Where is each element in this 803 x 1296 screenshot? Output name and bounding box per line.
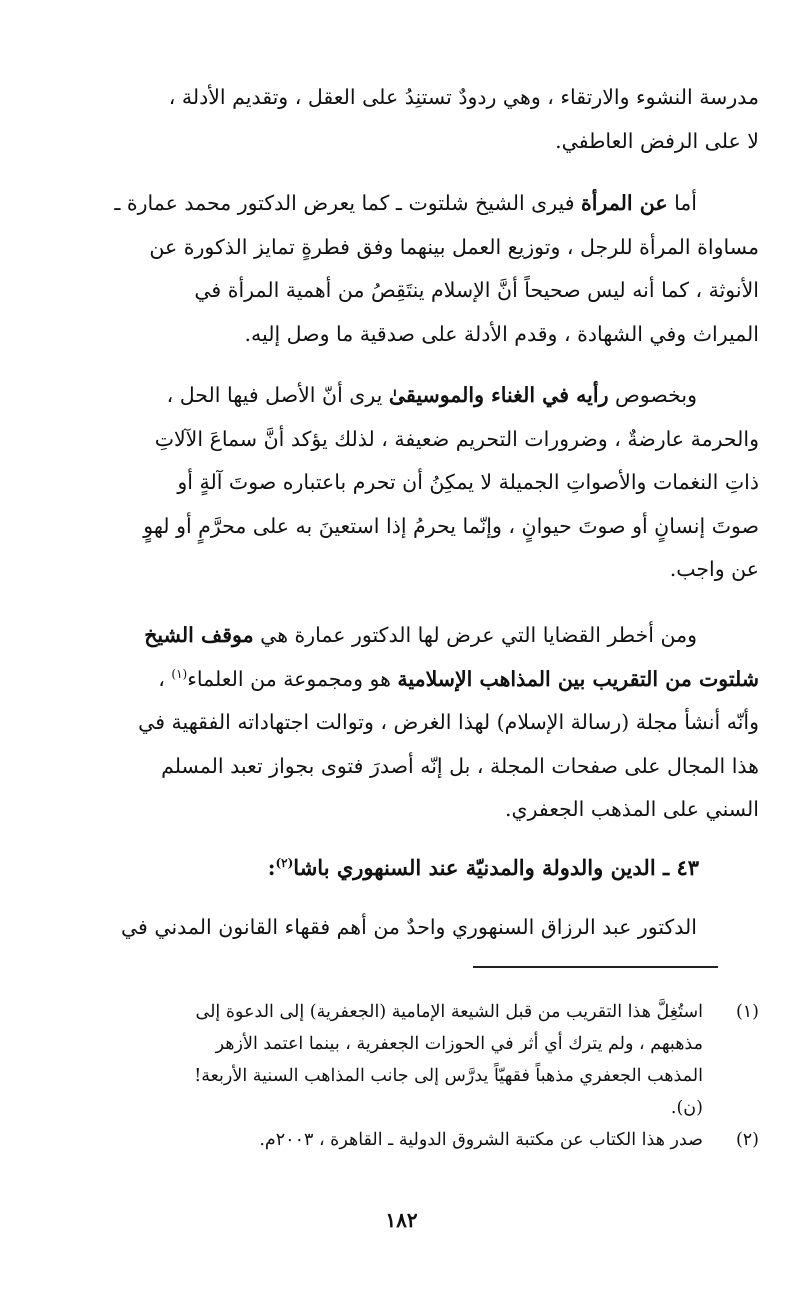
footnote-line: (ن). <box>670 1098 703 1118</box>
text-line: وأنّه أنشأ مجلة (رسالة الإسلام) لهذا الغرض ، وتوالت اجتهاداته الفقهية في <box>138 710 759 734</box>
paragraph-1 <box>44 76 759 163</box>
text-line <box>44 374 759 418</box>
paragraph-3 <box>44 374 759 592</box>
text-line <box>44 614 759 658</box>
footnote-number: (٢) <box>735 1130 759 1150</box>
text-run: يرى أنّ الأصل فيها الحل ، <box>166 383 389 407</box>
footnote-ref[interactable]: (١) <box>171 666 188 681</box>
footnote-divider <box>473 966 718 968</box>
footnote-line: مذهبهم ، ولم يترك أي أثر في الحوزات الجعفرية ، بينما اعتمد الأزهر <box>215 1034 703 1054</box>
paragraph-2 <box>44 182 759 356</box>
text-run: ، <box>158 666 172 691</box>
footnote-2 <box>44 1124 759 1156</box>
bold-phrase: موقف الشيخ <box>144 623 254 647</box>
footnote-ref[interactable]: (٢) <box>275 856 294 870</box>
section-heading <box>268 848 699 888</box>
footnote-1 <box>44 996 759 1124</box>
footnote-line: صدر هذا الكتاب عن مكتبة الشروق الدولية ـ القاهرة ، ٢٠٠٣م. <box>259 1130 703 1150</box>
footnotes <box>44 996 759 1156</box>
text-line: مدرسة النشوء والارتقاء ، وهي ردودٌ تستنِدُ على العقل ، وتقديم الأدلة ، <box>168 85 759 109</box>
text-line: السني على المذهب الجعفري. <box>505 797 759 821</box>
bold-phrase: شلتوت من التقريب بين المذاهب الإسلامية <box>397 666 759 691</box>
text-line: صوتَ إنسانٍ أو صوتَ حيوانٍ ، وإنّما يحرمُ إذا استعينَ به على محرَّمٍ أو لهوٍ <box>143 513 759 538</box>
paragraph-4 <box>44 614 759 832</box>
text-run: ومن أخطر القضايا التي عرض لها الدكتور عمارة هي <box>253 623 697 647</box>
text-run: هو ومجموعة من العلماء <box>187 666 398 691</box>
text-line <box>44 182 759 226</box>
paragraph-5 <box>44 906 759 950</box>
text-line: ذاتِ النغمات والأصواتِ الجميلة لا يمكِنُ أن تحرم باعتباره صوتَ آلةٍ أو <box>177 470 759 494</box>
footnote-line: المذهب الجعفري مذهباً فقهيّاً يدرَّس إلى جانب المذاهب السنية الأربعة! <box>194 1066 703 1086</box>
footnote-line: استُغِلَّ هذا التقريب من قبل الشيعة الإمامية (الجعفرية) إلى الدعوة إلى <box>195 1002 703 1022</box>
heading-text: ٤٣ ـ الدين والدولة والمدنيّة عند السنهوري باشا <box>293 855 699 880</box>
bold-phrase: عن المرأة <box>581 191 668 215</box>
heading-suffix: : <box>267 855 276 880</box>
text-run: فيرى الشيخ شلتوت ـ كما يعرض الدكتور محمد عمارة ـ <box>114 191 582 215</box>
text-line <box>44 658 759 702</box>
bold-phrase: رأيه في الغناء والموسيقىٰ <box>388 383 609 407</box>
text-line: والحرمة عارضةٌ ، وضرورات التحريم ضعيفة ، لذلك يؤكد أنَّ سماعَ الآلاتِ <box>154 426 759 451</box>
text-run: أما <box>667 191 697 215</box>
text-line: الدكتور عبد الرزاق السنهوري واحدٌ من أهم فقهاء القانون المدني في <box>120 915 697 939</box>
text-line: مساواة المرأة للرجل ، وتوزيع العمل بينهما وفق فطرةٍ تمايز الذكورة عن <box>149 234 759 259</box>
text-line: لا على الرفض العاطفي. <box>555 128 759 153</box>
page-number: ١٨٢ <box>385 1208 418 1232</box>
footnote-number: (١) <box>735 1002 759 1022</box>
text-line: عن واجب. <box>669 557 759 581</box>
text-run: وبخصوص <box>608 383 697 407</box>
text-line: الميراث وفي الشهادة ، وقدم الأدلة على صدقية ما وصل إليه. <box>244 321 759 346</box>
text-line: هذا المجال على صفحات المجلة ، بل إنّه أصدرَ فتوى بجواز تعبد المسلم <box>161 753 759 778</box>
text-line: الأنوثة ، كما أنه ليس صحيحاً أنَّ الإسلام ينتَقِصُ من أهمية المرأة في <box>194 278 759 302</box>
